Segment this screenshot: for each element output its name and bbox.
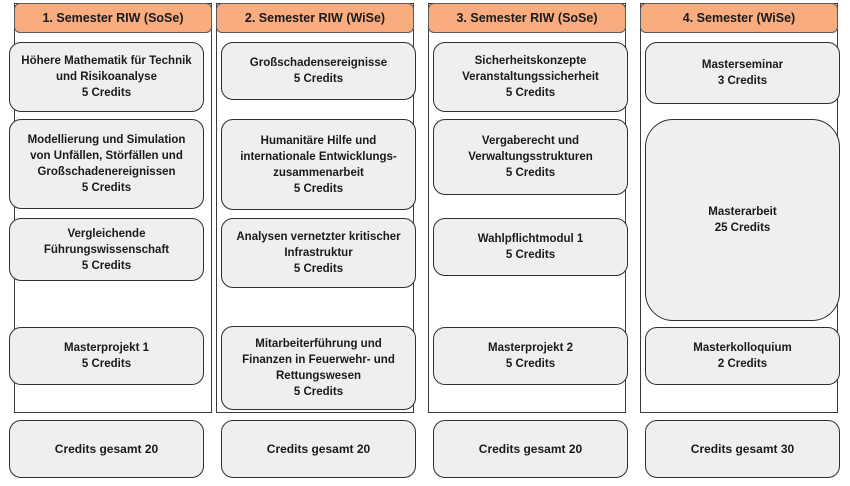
module-title-line: Masterprojekt 1 xyxy=(63,342,149,354)
module-title-line: Verwaltungsstrukturen xyxy=(468,151,593,163)
module-title-line: Infrastruktur xyxy=(284,247,353,259)
semester-1-credits-total: Credits gesamt 20 xyxy=(9,420,204,478)
module-credits: 5 Credits xyxy=(293,386,344,398)
module-vergaberecht xyxy=(433,119,628,195)
module-title-line: Veranstaltungssicherheit xyxy=(462,71,599,83)
module-humanitaere-hilfe xyxy=(221,119,416,210)
module-title-line: Analysen vernetzter kritischer xyxy=(236,231,401,243)
module-sicherheitskonzepte xyxy=(433,42,628,112)
module-masterprojekt-1 xyxy=(9,327,204,385)
module-vergleichende-fuehrungswissenschaft xyxy=(9,218,204,281)
module-credits: 5 Credits xyxy=(293,73,344,85)
module-grossschadensereignisse xyxy=(221,42,416,100)
module-title-line: und Risikoanalyse xyxy=(56,71,157,83)
module-title-line: Vergleichende xyxy=(67,227,146,240)
module-title-line: Vergaberecht und xyxy=(481,135,580,147)
module-title-line: Rettungswesen xyxy=(276,370,361,382)
module-title-line: Masterkolloquium xyxy=(693,342,792,354)
semester-2-credits-total: Credits gesamt 20 xyxy=(221,420,416,478)
module-title-line: Masterarbeit xyxy=(708,206,777,218)
module-credits: 3 Credits xyxy=(717,75,768,87)
module-title-line: Mitarbeiterführung und xyxy=(255,338,382,350)
module-modellierung-simulation xyxy=(9,119,204,209)
module-credits: 5 Credits xyxy=(81,259,132,272)
semester-4-credits-total: Credits gesamt 30 xyxy=(645,420,840,478)
module-analysen-infrastruktur xyxy=(221,218,416,288)
module-masterarbeit xyxy=(645,119,840,321)
module-credits: 5 Credits xyxy=(293,263,344,275)
module-credits: 5 Credits xyxy=(81,358,132,370)
module-masterprojekt-2 xyxy=(433,327,628,385)
module-title-line: Sicherheitskonzepte xyxy=(474,55,587,67)
module-credits: 5 Credits xyxy=(505,358,556,370)
module-credits: 5 Credits xyxy=(81,87,132,99)
module-masterseminar xyxy=(645,42,840,104)
semester-3-header: 3. Semester RIW (SoSe) xyxy=(428,3,626,33)
module-hoehere-mathematik xyxy=(9,42,204,112)
module-title-line: Großschadensereignisse xyxy=(249,57,388,69)
module-credits: 5 Credits xyxy=(505,249,556,261)
module-title-line: Großschadenereignissen xyxy=(37,166,176,178)
module-credits: 5 Credits xyxy=(505,167,556,179)
module-credits: 2 Credits xyxy=(717,358,768,370)
module-title-line: zusammenarbeit xyxy=(273,166,364,179)
module-title-line: internationale Entwicklungs- xyxy=(240,150,397,163)
semester-3-credits-total: Credits gesamt 20 xyxy=(433,420,628,478)
module-title-line: von Unfällen, Störfällen und xyxy=(30,150,183,162)
semester-4-header: 4. Semester (WiSe) xyxy=(640,3,838,33)
module-title-line: Höhere Mathematik für Technik xyxy=(21,55,192,67)
module-title-line: Modellierung und Simulation xyxy=(27,134,186,146)
module-title-line: Führungswissenschaft xyxy=(43,243,170,256)
module-wahlpflichtmodul-1 xyxy=(433,218,628,276)
module-title-line: Masterseminar xyxy=(701,59,784,71)
module-credits: 25 Credits xyxy=(714,222,771,234)
module-credits: 5 Credits xyxy=(293,182,344,195)
module-title-line: Masterprojekt 2 xyxy=(487,342,573,354)
module-credits: 5 Credits xyxy=(81,182,132,194)
semester-2-header: 2. Semester RIW (WiSe) xyxy=(216,3,414,33)
module-credits: 5 Credits xyxy=(505,87,556,99)
module-mitarbeiterfuehrung-finanzen xyxy=(221,326,416,410)
module-title-line: Wahlpflichtmodul 1 xyxy=(477,233,584,245)
module-title-line: Finanzen in Feuerwehr- und xyxy=(242,354,395,366)
semester-1-header: 1. Semester RIW (SoSe) xyxy=(14,3,212,33)
module-title-line: Humanitäre Hilfe und xyxy=(260,134,377,147)
module-masterkolloquium xyxy=(645,327,840,385)
